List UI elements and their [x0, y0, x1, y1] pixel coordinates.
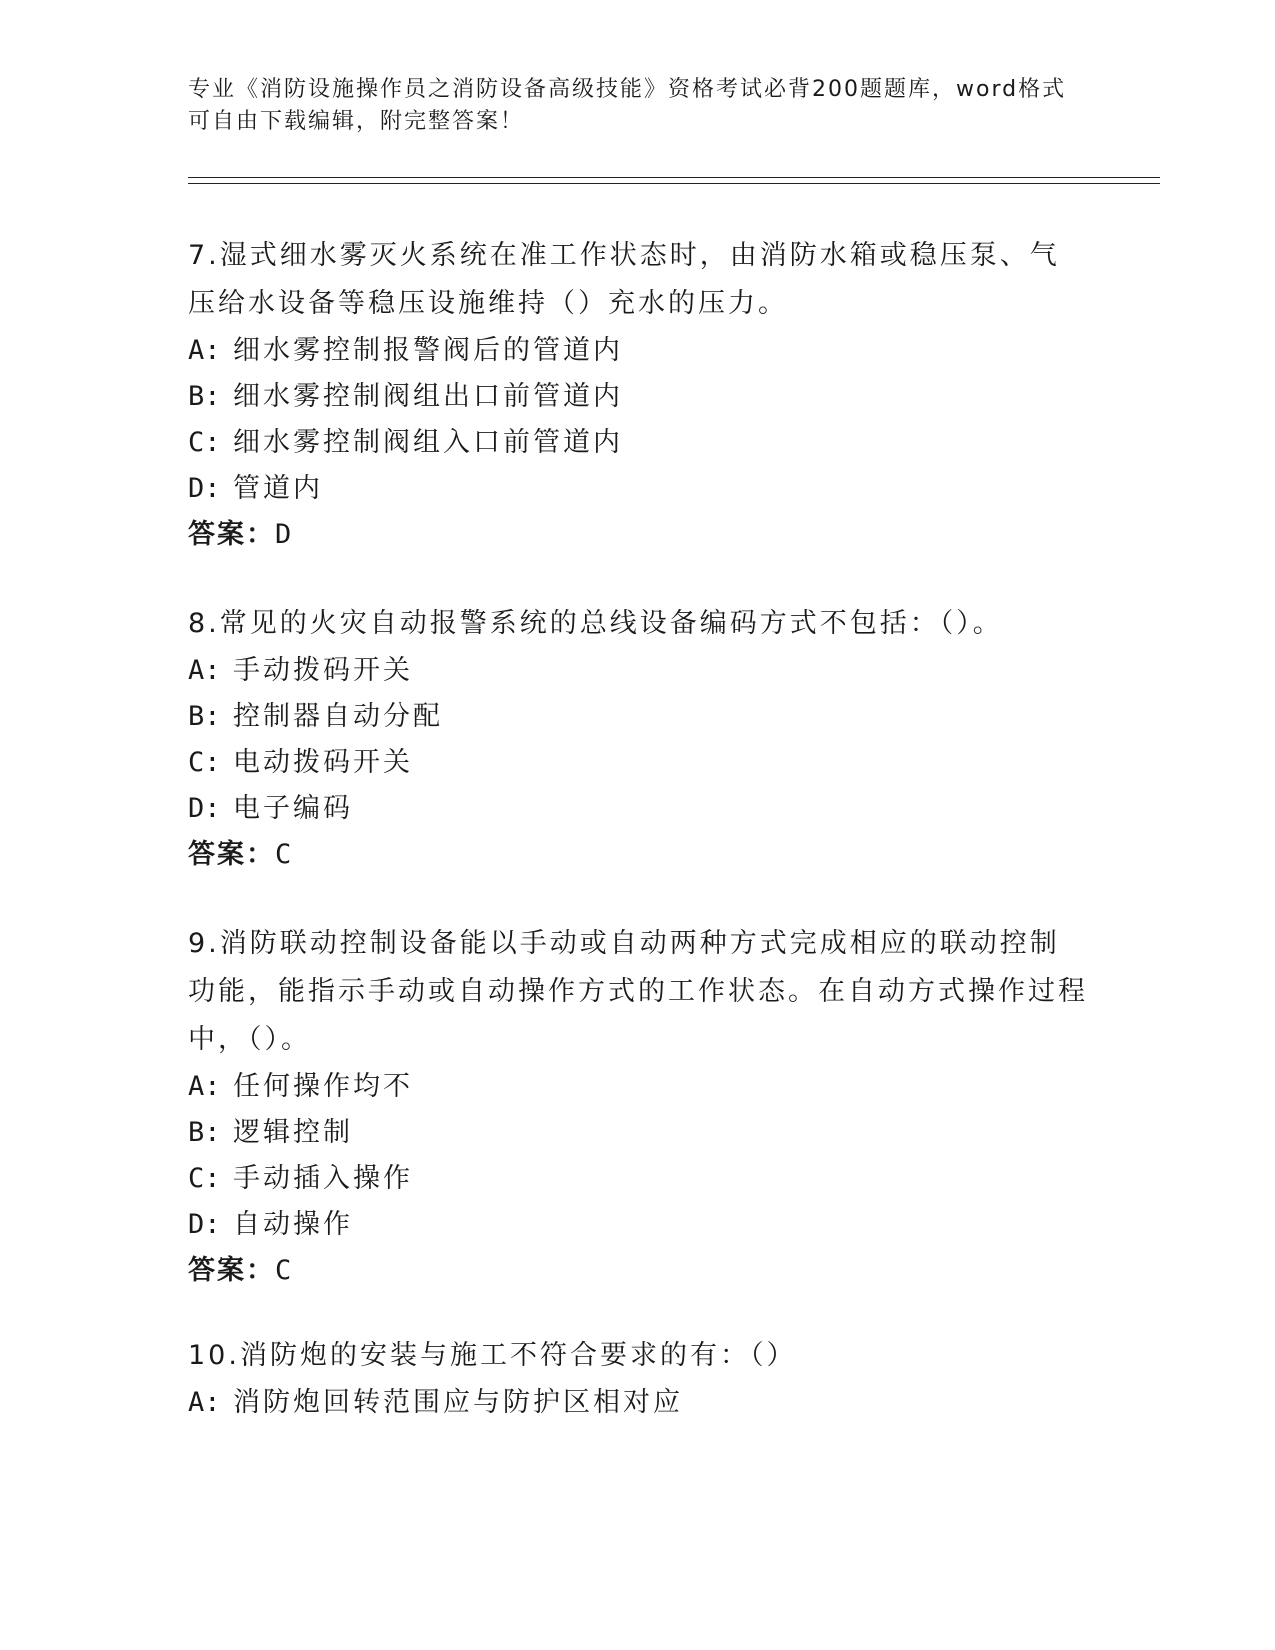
option-key: C:: [188, 747, 221, 778]
question-stem: 10.消防炮的安装与施工不符合要求的有：（）: [188, 1340, 797, 1371]
option-key: C:: [188, 427, 221, 458]
option-key: B:: [188, 701, 221, 732]
option-c: [188, 420, 1088, 466]
option-d: [188, 1202, 1088, 1248]
option-text: 细水雾控制报警阀后的管道内: [233, 335, 623, 366]
option-a: [188, 328, 1088, 374]
option-text: 控制器自动分配: [233, 701, 443, 732]
option-text: 电动拨码开关: [233, 747, 413, 778]
option-key: A:: [188, 1387, 221, 1418]
option-text: 任何操作均不: [233, 1071, 413, 1102]
option-c: [188, 740, 1088, 786]
option-text: 细水雾控制阀组入口前管道内: [233, 427, 623, 458]
option-text: 手动拨码开关: [233, 655, 413, 686]
option-key: D:: [188, 473, 221, 504]
option-key: D:: [188, 1209, 221, 1240]
option-text: 细水雾控制阀组出口前管道内: [233, 381, 623, 412]
answer-line: [188, 832, 1088, 878]
option-text: 自动操作: [233, 1209, 353, 1240]
option-a: [188, 1064, 1088, 1110]
option-text: 逻辑控制: [233, 1117, 353, 1148]
option-d: [188, 466, 1088, 512]
option-key: A:: [188, 1071, 221, 1102]
question-9: [188, 920, 1088, 1294]
option-b: [188, 374, 1088, 420]
document-header: 专业《消防设施操作员之消防设备高级技能》资格考试必背200题题库，word格式可自由下载编辑，附完整答案！: [188, 77, 1067, 134]
question-stem: 7.湿式细水雾灭火系统在准工作状态时，由消防水箱或稳压泵、气压给水设备等稳压设施维持（）充水的压力。: [188, 240, 1060, 319]
option-b: [188, 1110, 1088, 1156]
option-c: [188, 1156, 1088, 1202]
header-divider-bottom: [188, 183, 1160, 184]
option-a: [188, 648, 1088, 694]
answer-line: [188, 512, 1088, 558]
option-d: [188, 786, 1088, 832]
option-key: B:: [188, 381, 221, 412]
option-key: D:: [188, 793, 221, 824]
answer-label: 答案：: [188, 519, 275, 550]
answer-label: 答案：: [188, 1255, 275, 1286]
option-a: [188, 1380, 1088, 1426]
answer-value: D: [275, 519, 292, 550]
question-8: [188, 600, 1088, 878]
option-text: 电子编码: [233, 793, 353, 824]
question-10: [188, 1332, 1088, 1426]
option-text: 管道内: [233, 473, 323, 504]
option-key: B:: [188, 1117, 221, 1148]
question-7: [188, 232, 1088, 558]
option-text: 手动插入操作: [233, 1163, 413, 1194]
answer-line: [188, 1248, 1088, 1294]
option-b: [188, 694, 1088, 740]
question-stem: 9.消防联动控制设备能以手动或自动两种方式完成相应的联动控制功能，能指示手动或自动操作方式的工作状态。在自动方式操作过程中，（）。: [188, 928, 1088, 1055]
answer-label: 答案：: [188, 839, 275, 870]
header-divider-top: [188, 177, 1160, 178]
option-key: A:: [188, 335, 221, 366]
answer-value: C: [275, 1255, 292, 1286]
option-text: 消防炮回转范围应与防护区相对应: [233, 1387, 683, 1418]
option-key: A:: [188, 655, 221, 686]
option-key: C:: [188, 1163, 221, 1194]
question-stem: 8.常见的火灾自动报警系统的总线设备编码方式不包括：（）。: [188, 608, 1003, 639]
answer-value: C: [275, 839, 292, 870]
